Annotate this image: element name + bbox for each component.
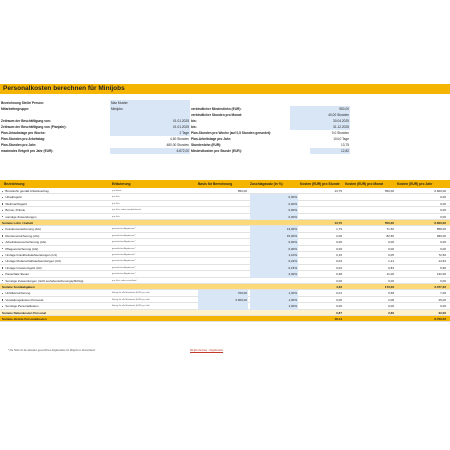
header-kosten-jahr: Kosten (EUR) pro Jahr — [397, 182, 433, 186]
bullet-icon — [2, 248, 3, 249]
cell-text: 0,00 — [440, 246, 446, 251]
cell-text: 2.500,00 — [235, 297, 247, 302]
cell-text: 13,00% — [286, 227, 297, 232]
cell-text: Betrag für alle Mitarbeiter (EUR) pro Jahr — [112, 292, 150, 295]
cell-year — [397, 316, 447, 322]
cell-text: 6.600,00 — [434, 221, 446, 225]
cell-text: 0,00 — [336, 246, 342, 251]
cell-text: Betrag für alle Mitarbeiter (EUR) pro Jahr — [112, 298, 150, 301]
cell-text: 1,00% — [288, 304, 297, 309]
bullet-icon — [2, 216, 3, 217]
cell-text: gesetzlicher Abgabesatz * — [112, 266, 136, 269]
label-gruppe: Mitarbeitergruppe: — [1, 107, 30, 111]
field-max-stunden[interactable]: 40,00 Stunden — [290, 112, 350, 118]
label-zeitraum-jahr-bis: bis: — [191, 125, 197, 129]
sheet-title: Personalkosten berechnen für Minijobs — [0, 84, 450, 94]
cell-text: 550,00 — [384, 221, 394, 225]
cell-text: 0,00 — [440, 201, 446, 206]
bullet-icon — [2, 293, 3, 294]
cell-text: 173,09 — [384, 285, 394, 289]
label-zeitraum-bis: bis: — [191, 119, 197, 123]
label-zeitraum-jahr: Zeitraum der Beschäftigung von (Planjahr): — [1, 125, 67, 129]
field-zeitraum-bis[interactable]: 30.04.2025 — [290, 118, 350, 124]
cell-basis — [198, 316, 248, 322]
header-erlaeuterung: Erläuterung — [112, 182, 131, 186]
table-header — [0, 180, 450, 188]
field-mindestkosten[interactable]: 12,82 — [310, 148, 350, 154]
cell-text: Bruttolohn gemäß Arbeitsvertrag — [5, 189, 49, 193]
cell-text: 0,28 — [336, 272, 342, 277]
cell-text: 0,03 — [336, 259, 342, 264]
cell-text: 0,00 — [440, 195, 446, 200]
cell-text: pro Jahr — [112, 215, 120, 218]
cell-text: Umlage Insolvenzgeld (U3) — [5, 265, 42, 270]
cell-text: 0,87 — [336, 310, 342, 315]
cell-text: 0,00 — [388, 246, 394, 251]
header-kosten-monat: Kosten (EUR) pro Monat — [345, 182, 384, 186]
cell-text: 0,00% — [288, 246, 297, 251]
bullet-icon — [2, 274, 3, 275]
cell-note — [112, 316, 196, 322]
label-plan-stunden-jahr: Plan-Stunden pro Jahr: — [1, 143, 37, 147]
spreadsheet — [0, 84, 450, 366]
cell-text: 2,00% — [288, 272, 297, 277]
label-max-entgelt: maximales Entgelt pro Jahr (EUR): — [1, 149, 54, 153]
field-bezeichnung[interactable]: Max Muster — [110, 100, 190, 106]
bullet-icon — [2, 242, 3, 243]
cell-month — [345, 316, 395, 322]
cell-text: 2.077,02 — [434, 285, 446, 289]
header-kosten-stunde: Kosten (EUR) pro Stunde — [300, 182, 340, 186]
cell-text: Summe Sozialabgaben — [2, 285, 35, 289]
footer-link[interactable]: Minijob-Zentrale - Abgabesätze — [190, 349, 224, 352]
cell-text: Betrag für alle Mitarbeiter (EUR) pro Jahr — [112, 305, 150, 308]
cell-text: 0,15 — [336, 253, 342, 257]
cell-text: gesetzlicher Abgabesatz * — [112, 273, 136, 276]
cell-text: 0,00 — [388, 240, 394, 245]
label-plan-stunden-woche: Plan-Stunden pro Woche (auf 0,5 Stunden gerundet): — [191, 131, 272, 135]
cell-text: 1,10% — [288, 253, 297, 257]
cell-text: Sonstige Personalkosten — [5, 304, 39, 309]
cell-rate — [250, 316, 298, 322]
header-bezeichnung: Bezeichnung — [4, 182, 25, 186]
cell-text: 700,00 — [237, 291, 247, 296]
cell-text: 0,00 — [336, 304, 342, 309]
label-arbeitstage: Plan-Arbeitstage pro Jahr: — [191, 137, 232, 141]
field-zeitraum-jahr-bis[interactable]: 31.12.2025 — [290, 124, 350, 130]
bullet-icon — [2, 229, 3, 230]
bullet-icon — [2, 191, 3, 192]
cell-text: 0,00 — [440, 304, 446, 309]
label-urlaubstage: Plan-Urlaubstage pro Woche: — [1, 131, 46, 135]
cell-text: Umlage Krankheitsaufwendungen (U1) — [5, 253, 58, 257]
cell-text: 1,00% — [288, 297, 297, 302]
label-bezeichnung: Bezeichnung Stelle/ Person: — [1, 101, 44, 105]
bullet-icon — [2, 255, 3, 256]
field-zeitraum-jahr[interactable]: 01.01.2025 — [110, 124, 190, 130]
cell-text: 1,30% — [288, 291, 297, 296]
cell-text: pro Jahr; sofern wiederkehrend — [112, 209, 141, 212]
field-urlaubstage[interactable]: 2 Tage — [110, 130, 190, 136]
cell-text: 990,00 — [436, 233, 446, 238]
cell-text: 0,00 — [388, 278, 394, 283]
footer — [0, 348, 450, 354]
cell-text: Umlage Mutterschaftsaufwendungen (U2) — [5, 259, 61, 264]
bullet-icon — [2, 235, 3, 236]
value-stundenlohn: 13,75 — [341, 143, 349, 147]
cell-text: 32,00 — [438, 310, 446, 315]
cell-text: 0,00 — [440, 240, 446, 245]
cell-text: 0,00% — [288, 240, 297, 245]
value-arbeitstage: 104,0 Tage — [333, 137, 349, 141]
bullet-icon — [2, 280, 3, 281]
cell-text: 0,02 — [336, 265, 342, 270]
cell-text: Rentenversicherung (AG) — [5, 233, 40, 238]
value-plan-stunden-woche: 9,0 Stunden — [331, 131, 349, 135]
field-zeitraum-von[interactable]: 01.01.2025 — [110, 118, 190, 124]
label-stundenlohn: Stundenlohn (EUR): — [191, 143, 222, 147]
cell-text: pro Jahr — [112, 196, 120, 199]
cell-text: gesetzlicher Abgabesatz * — [112, 254, 136, 256]
cell-text: 25,00 — [438, 297, 446, 302]
cell-text: 0,22% — [288, 259, 297, 264]
cell-text: 71,50 — [386, 227, 394, 232]
value-plan-stunden-tag: 4,50 Stunden — [170, 137, 189, 141]
info-row — [0, 148, 450, 154]
value-plan-stunden-jahr: 480,00 Stunden — [166, 143, 189, 147]
label-mindestkosten: Mindestkosten pro Stunde (EUR): — [191, 149, 242, 153]
cell-text: 82,50 — [386, 233, 394, 238]
cell-text: 858,00 — [436, 227, 446, 232]
cell-text: 0,15% — [288, 265, 297, 270]
cell-text: 0,00% — [288, 214, 297, 219]
cell-text: 6.600,00 — [434, 189, 446, 193]
cell-text: Arbeitslosenversicherung (AG) — [5, 240, 47, 245]
header-zuschlagssatz: Zuschlagssatz (in %) — [250, 182, 283, 186]
cell-text: gesetzlicher Abgabesatz * — [112, 247, 136, 250]
cell-text: 0,00% — [288, 195, 297, 200]
cell-text: Sonstige Zuwendungen (nicht sozialversicherungspflichtig) — [5, 278, 84, 283]
cell-text: 0,00% — [288, 208, 297, 213]
cell-text: Summe Lohn / Gehalt — [2, 221, 33, 225]
cell-text: 1,79 — [336, 227, 342, 232]
cell-text: sonstige Zuwendungen — [5, 214, 37, 219]
table-row — [0, 316, 450, 322]
cell-text: 0,83 — [388, 265, 394, 270]
cell-text: 14,52 — [438, 259, 446, 264]
cell-text: 0,00 — [440, 214, 446, 219]
cell-text: 0,01 — [336, 291, 342, 296]
cell-text: 0,00 — [336, 278, 342, 283]
cell-text: 13,75 — [334, 189, 342, 193]
bullet-icon — [2, 306, 3, 307]
bullet-icon — [2, 210, 3, 211]
cell-text: 0,58 — [388, 291, 394, 296]
cell-text: pro Jahr — [112, 202, 120, 205]
cell-text: 0,00 — [440, 278, 446, 283]
cell-text: 0,05 — [336, 297, 342, 302]
cell-text: gesetzlicher Abgabesatz * — [112, 234, 136, 237]
bullet-icon — [2, 203, 3, 204]
cell-hour — [300, 316, 343, 322]
cell-text: Bonus, Prämie — [5, 208, 26, 213]
cell-text: 0,00 — [388, 304, 394, 309]
cell-text: 7,00 — [440, 291, 446, 296]
field-mindestlohn[interactable]: 550,00 — [290, 106, 350, 112]
cell-text: Verwaltungskosten Personal — [5, 297, 44, 302]
cell-text: Pflegeversicherung (AG) — [5, 246, 39, 251]
label-zeitraum-von: Zeitraum der Beschäftigung von: — [1, 119, 51, 123]
bullet-icon — [2, 261, 3, 262]
label-plan-stunden-tag: Plan-Stunden pro Arbeitstag: — [1, 137, 46, 141]
cell-text: 0,00% — [288, 201, 297, 206]
cell-text: 550,00 — [384, 189, 394, 193]
cell-text: Pauschale Steuer — [5, 272, 30, 277]
cell-label — [2, 316, 110, 322]
cell-text: 15,00% — [286, 233, 297, 238]
cell-text: gesetzlicher Abgabesatz * — [112, 260, 136, 263]
cell-text: Urlaubsgeld — [5, 195, 22, 200]
cell-text: 72,60 — [438, 253, 446, 257]
label-mindestlohn: verbindlicher Mindestlohn (EUR): — [191, 107, 242, 111]
cell-text: 13,75 — [334, 221, 342, 225]
cell-text: Summe Nebenkosten Personal — [2, 310, 47, 315]
field-max-entgelt[interactable]: 6.872,00 — [110, 148, 190, 154]
cell-text: 1,21 — [388, 259, 394, 264]
cell-text: gesetzlicher Abgabesatz * — [112, 228, 136, 231]
cell-text: 550,00 — [237, 189, 247, 193]
cell-text: Krankenversicherung (AG) — [5, 227, 41, 232]
cell-text: 11,00 — [386, 272, 394, 277]
cell-text: Summe direkte Personalkosten — [2, 317, 47, 321]
cell-text: 132,00 — [436, 272, 446, 277]
cell-text: Unfallversicherung — [5, 291, 31, 296]
cell-text: 18,14 — [334, 317, 342, 321]
bullet-icon — [2, 299, 3, 300]
cell-text: 0,00 — [336, 240, 342, 245]
header-basis: Basis für Berechnung — [198, 182, 233, 186]
cell-text: pro Monat — [112, 190, 122, 192]
cell-text: 9,90 — [440, 265, 446, 270]
cell-text: 6,05 — [388, 253, 394, 257]
cell-text: 0,00 — [440, 208, 446, 213]
cell-text: pro Jahr; sofern zutreffend — [112, 279, 137, 282]
cell-text: gesetzlicher Abgabesatz * — [112, 241, 136, 244]
bullet-icon — [2, 267, 3, 268]
footer-note: * Die Tarife für die aktuellen gesetzlichen Abgabesätze für Minijobs in Deutschland — [8, 349, 95, 352]
field-gruppe[interactable]: Minijobs — [110, 106, 190, 112]
cell-text: 4,33 — [336, 285, 342, 289]
cell-text: 2,08 — [388, 297, 394, 302]
bullet-icon — [2, 197, 3, 198]
cell-text: 8.709,02 — [434, 317, 446, 321]
cell-text: Weihnachtsgeld — [5, 201, 27, 206]
label-max-stunden: verbindlicher Stunden pro Monat: — [191, 113, 243, 117]
cell-text: 2,66 — [388, 310, 394, 315]
cell-text: 2,06 — [336, 233, 342, 238]
